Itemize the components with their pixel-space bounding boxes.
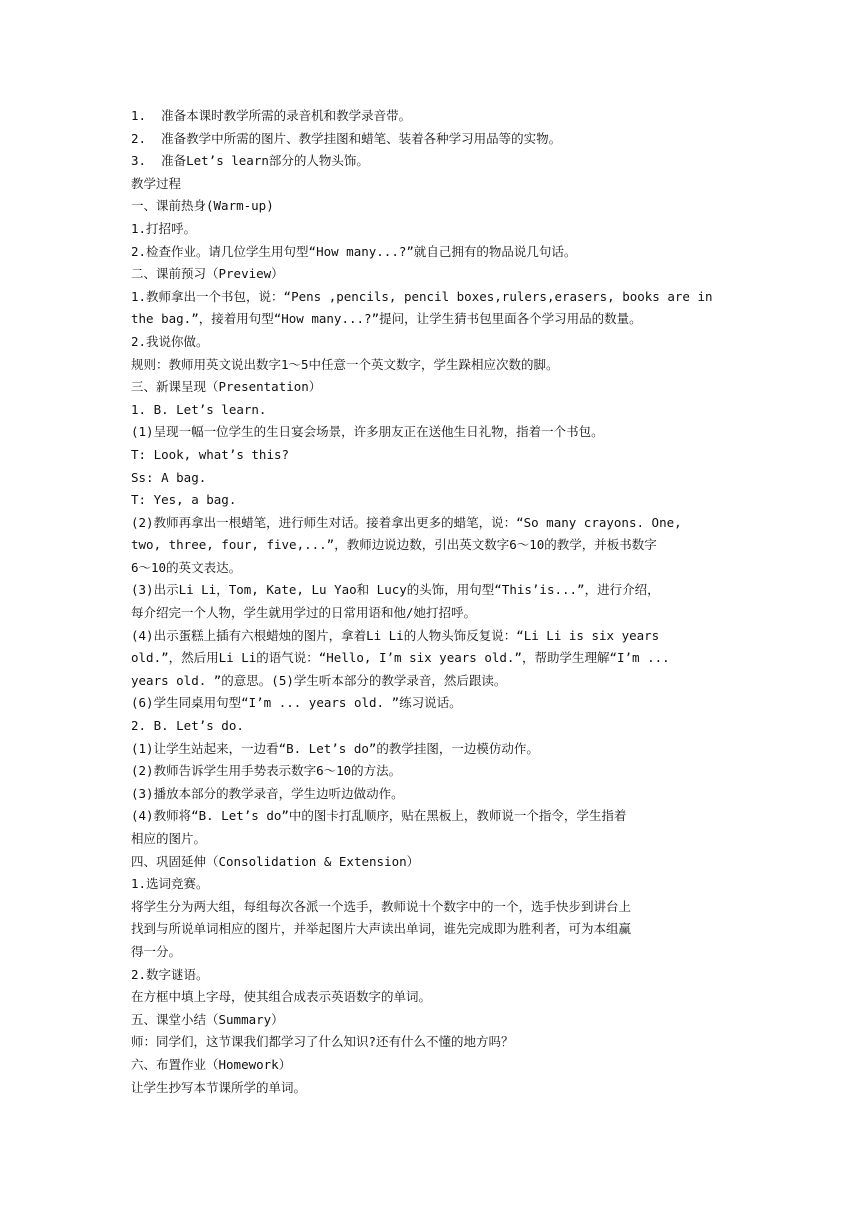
text-line: 1. B. Let’s learn. (131, 401, 267, 417)
text-line: the bag.”，接着用句型“How many...?”提问，让学生猜书包里面各个学习用品的数量。 (131, 311, 642, 327)
text-line: 规则：教师用英文说出数字1～5中任意一个英文数字，学生跺相应次数的脚。 (131, 356, 559, 372)
text-line: (3)播放本部分的教学录音，学生边听边做动作。 (131, 785, 404, 801)
text-line: (2)教师再拿出一根蜡笔，进行师生对话。接着拿出更多的蜡笔，说：“So many crayons. One, (131, 514, 682, 530)
text-line: (3)出示Li Li，Tom, Kate, Lu Yao和 Lucy的头饰，用句型“This’is...”，进行介绍， (131, 582, 660, 598)
text-line: 将学生分为两大组，每组每次各派一个选手，教师说十个数字中的一个，选手快步到讲台上 (131, 898, 632, 914)
text-line: 找到与所说单词相应的图片，并举起图片大声读出单词，谁先完成即为胜利者，可为本组赢 (131, 921, 632, 937)
text-line: two, three, four, five,...”，教师边说边数，引出英文数字6～10的教学，并板书数字 (131, 537, 657, 553)
section-heading: 四、巩固延伸（Consolidation & Extension） (131, 853, 420, 869)
text-line: 1.教师拿出一个书包，说：“Pens ,pencils, pencil boxes,rulers,erasers, books are in (131, 288, 713, 304)
text-line: 2.检查作业。请几位学生用句型“How many...?”就自己拥有的物品说几句话。 (131, 243, 577, 259)
text-line: 每介绍完一个人物，学生就用学过的日常用语和他/她打招呼。 (131, 605, 477, 621)
dialogue-line: T: Look, what’s this? (131, 446, 290, 462)
text-line: (1)呈现一幅一位学生的生日宴会场景，许多朋友正在送他生日礼物，指着一个书包。 (131, 424, 604, 440)
section-heading: 二、课前预习（Preview） (131, 266, 284, 282)
text-line: old.”，然后用Li Li的语气说：“Hello, I’m six years old.”，帮助学生理解“I’m ... (131, 650, 670, 666)
section-heading: 教学过程 (131, 175, 182, 191)
text-line: (6)学生同桌用句型“I’m ... years old. ”练习说话。 (131, 695, 462, 711)
text-line: 2. B. Let’s do. (131, 718, 244, 734)
text-line: 1. 准备本课时教学所需的录音机和教学录音带。 (131, 108, 412, 123)
document-body (131, 105, 731, 1099)
text-line: 2. 准备教学中所需的图片、教学挂图和蜡笔、装着各种学习用品等的实物。 (131, 130, 562, 146)
text-line: 相应的图片。 (131, 831, 207, 846)
section-heading: 五、课堂小结（Summary） (131, 1011, 284, 1027)
text-line: (4)出示蛋糕上插有六根蜡烛的图片，拿着Li Li的人物头饰反复说：“Li Li is six years (131, 627, 660, 643)
section-heading: 一、课前热身(Warm-up) (131, 198, 274, 214)
text-line: years old. ”的意思。(5)学生听本部分的教学录音，然后跟读。 (131, 672, 507, 688)
text-line: 2.我说你做。 (131, 333, 209, 349)
text-line: 3. 准备Let’s learn部分的人物头饰。 (131, 153, 369, 169)
text-line: 让学生抄写本节课所学的单词。 (131, 1079, 307, 1095)
text-line: 6～10的英文表达。 (131, 559, 242, 575)
section-heading: 六、布置作业（Homework） (131, 1056, 292, 1072)
dialogue-line: Ss: A bag. (131, 469, 207, 485)
text-line: (4)教师将“B. Let’s do”中的图卡打乱顺序，贴在黑板上，教师说一个指令，学生指着 (131, 808, 627, 824)
text-line: (2)教师告诉学生用手势表示数字6～10的方法。 (131, 763, 402, 779)
text-line: 在方框中填上字母，使其组合成表示英语数字的单词。 (131, 989, 432, 1005)
section-heading: 三、新课呈现（Presentation） (131, 379, 322, 395)
dialogue-line: T: Yes, a bag. (131, 492, 237, 508)
text-line: 1.选词竞赛。 (131, 876, 209, 892)
text-line: 师：同学们，这节课我们都学习了什么知识?还有什么不懂的地方吗？ (131, 1034, 514, 1050)
text-line: 得一分。 (131, 943, 182, 959)
text-line: 1.打招呼。 (131, 220, 197, 236)
text-line: 2.数字谜语。 (131, 966, 209, 982)
text-line: (1)让学生站起来，一边看“B. Let’s do”的教学挂图，一边模仿动作。 (131, 740, 539, 756)
